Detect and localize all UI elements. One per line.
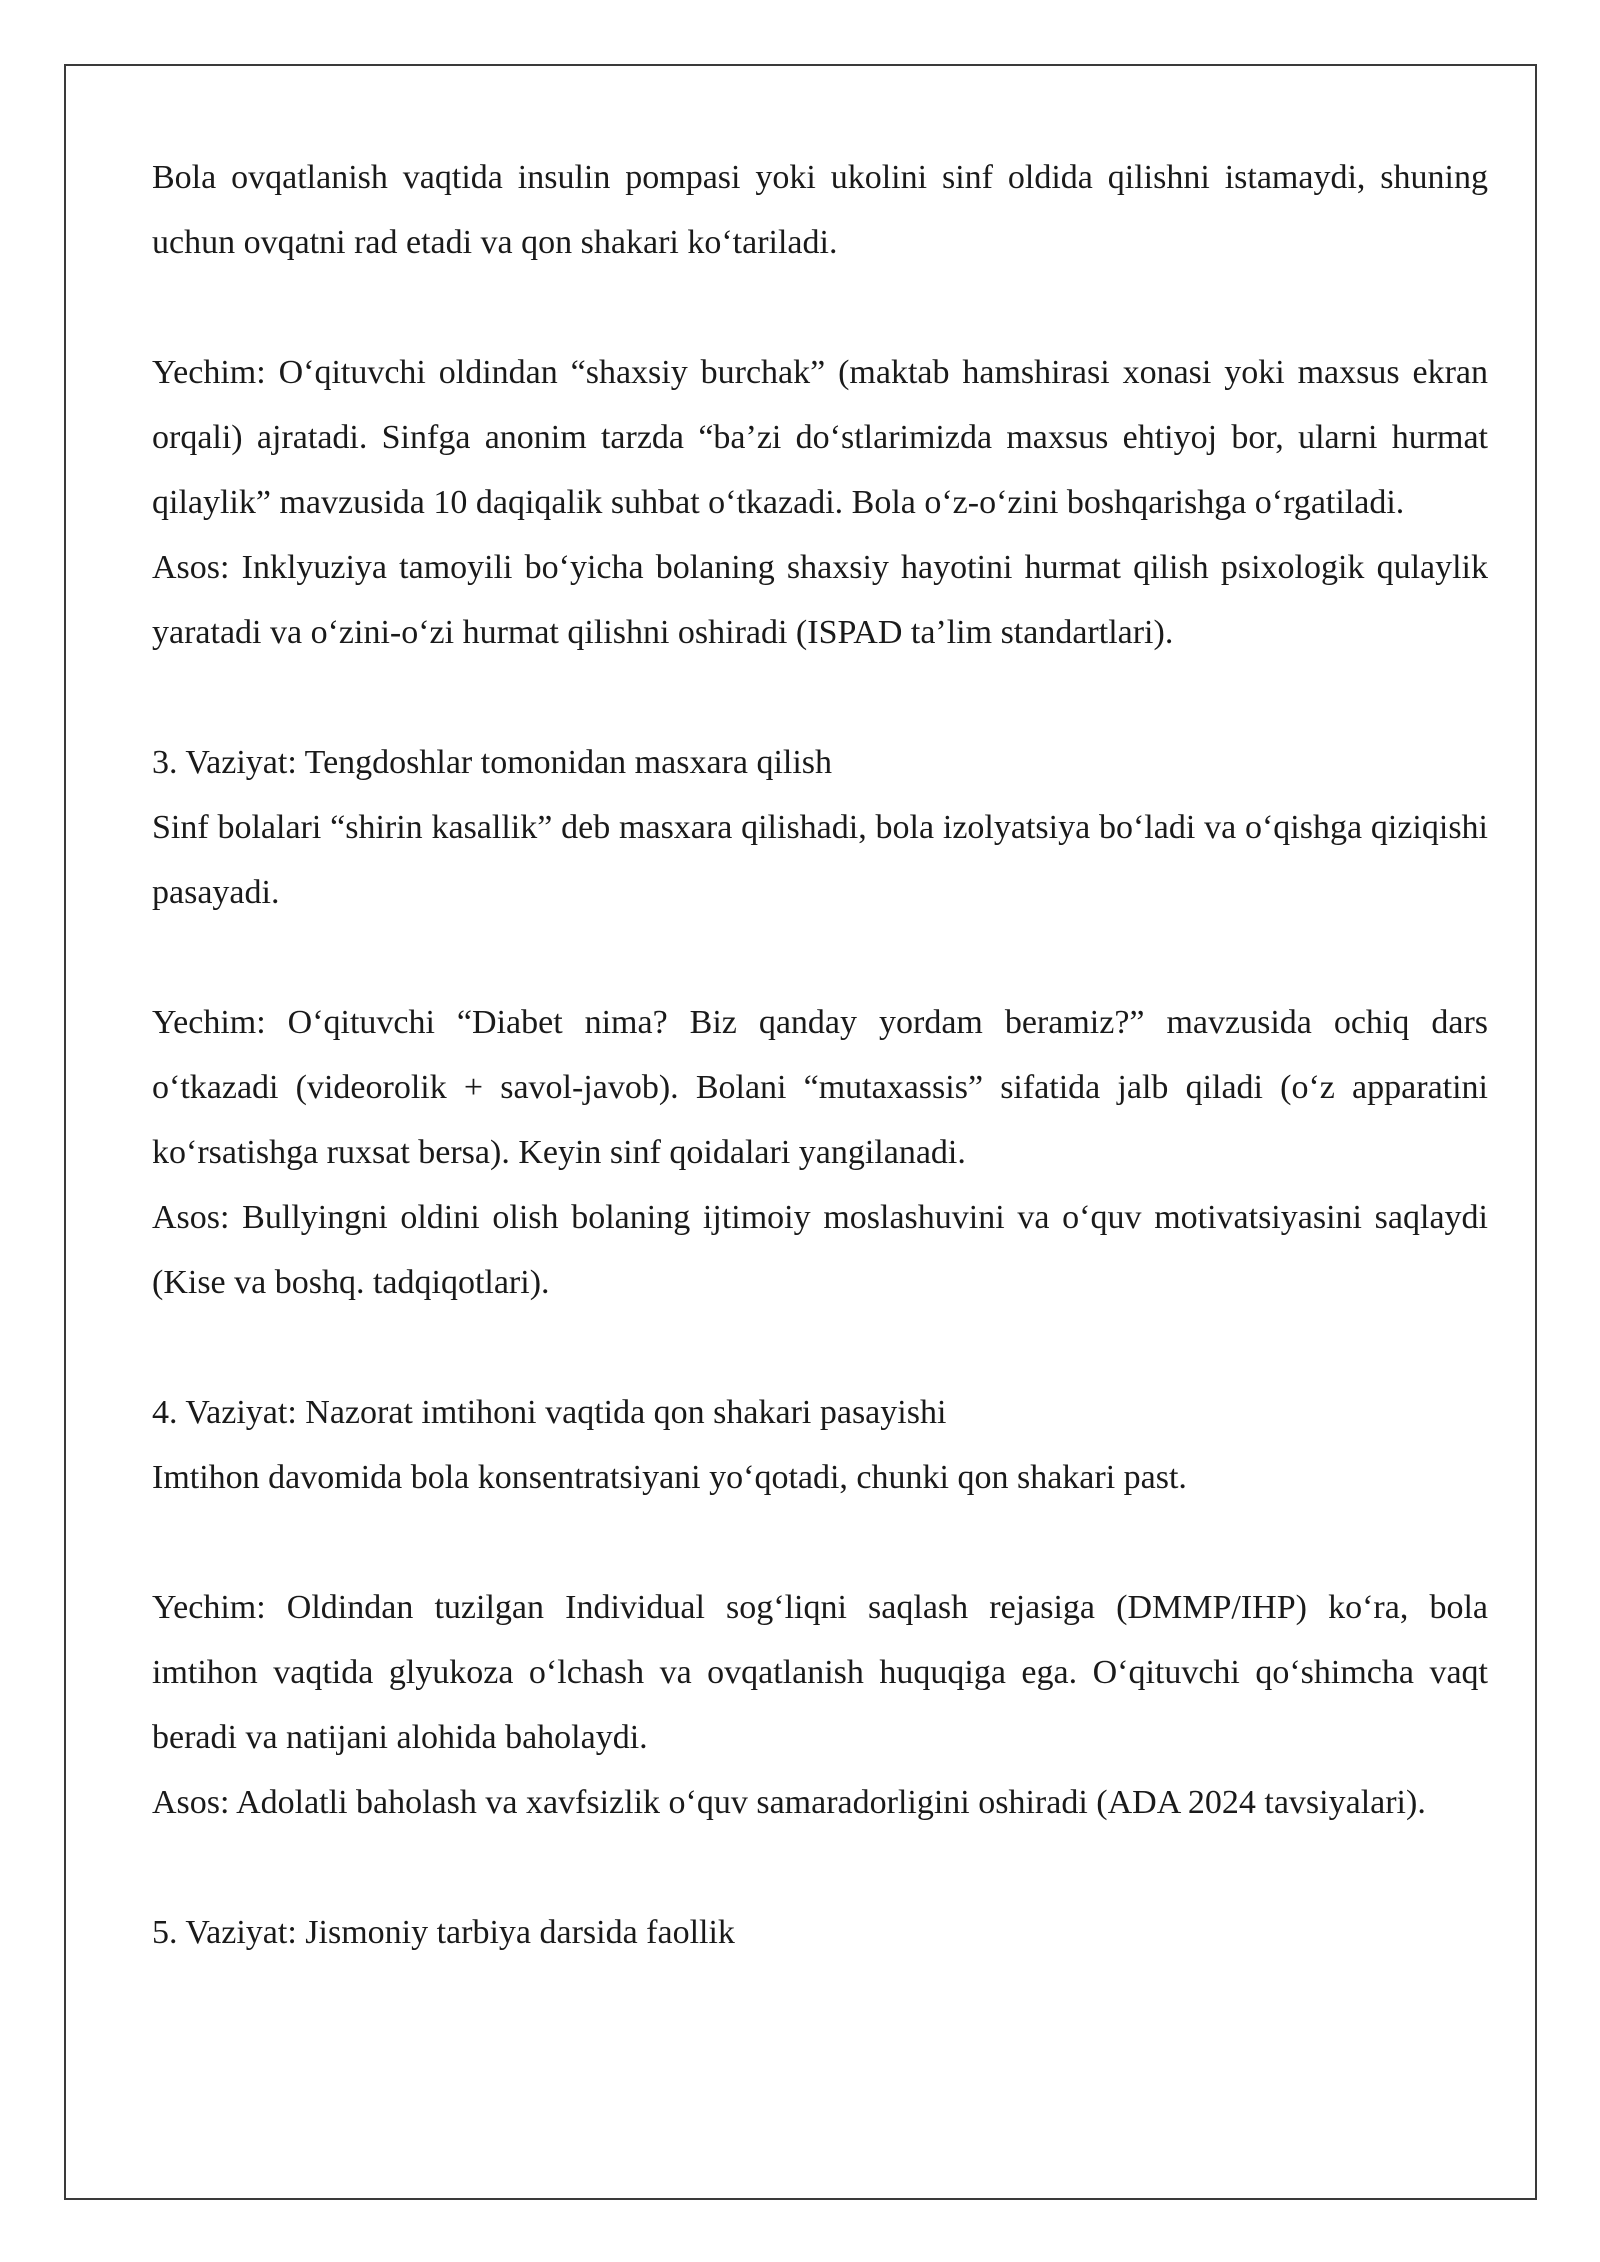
paragraph-basis-fair-assessment: Asos: Adolatli baholash va xavfsizlik o‘quv samaradorligini oshiradi (ADA 2024 tavsiyalari).: [152, 1784, 1426, 1821]
paragraph-basis-bullying: Asos: Bullyingni oldini olish bolaning ijtimoiy moslashuvini va o‘quv motivatsiyasini saqlaydi (Kise va boshq. tadqiqotlari).: [152, 1199, 1488, 1301]
section-heading-5: 5. Vaziyat: Jismoniy tarbiya darsida faollik: [152, 1914, 735, 1951]
paragraph-peer-teasing: Sinf bolalari “shirin kasallik” deb masxara qilishadi, bola izolyatsiya bo‘ladi va o‘qishga qiziqishi pasayadi.: [152, 809, 1488, 911]
section-heading-4: 4. Vaziyat: Nazorat imtihoni vaqtida qon shakari pasayishi: [152, 1394, 947, 1431]
paragraph-insulin-refusal: Bola ovqatlanish vaqtida insulin pompasi yoki ukolini sinf oldida qilishni istamaydi, shuning uchun ovqatni rad etadi va qon shakari ko‘tariladi.: [152, 159, 1488, 261]
paragraph-exam-hypoglycemia: Imtihon davomida bola konsentratsiyani yo‘qotadi, chunki qon shakari past.: [152, 1459, 1187, 1496]
paragraph-solution-health-plan: Yechim: Oldindan tuzilgan Individual sog‘liqni saqlash rejasiga (DMMP/IHP) ko‘ra, bola imtihon vaqtida glyukoza o‘lchash va ovqatlanish huquqiga ega. O‘qituvchi qo‘shimcha vaqt beradi va natijani alohida baholaydi.: [152, 1589, 1488, 1756]
paragraph-solution-open-lesson: Yechim: O‘qituvchi “Diabet nima? Biz qanday yordam beramiz?” mavzusida ochiq dars o‘tkazadi (videorolik + savol-javob). Bolani “mutaxassis” sifatida jalb qiladi (o‘z apparatini ko‘rsatishga ruxsat bersa). Keyin sinf qoidalari yangilanadi.: [152, 1004, 1488, 1171]
document-body: [152, 145, 1488, 1965]
paragraph-solution-private-corner: Yechim: O‘qituvchi oldindan “shaxsiy burchak” (maktab hamshirasi xonasi yoki maxsus ekran orqali) ajratadi. Sinfga anonim tarzda “ba’zi do‘stlarimizda maxsus ehtiyoj bor, ularni hurmat qilaylik” mavzusida 10 daqiqalik suhbat o‘tkazadi. Bola o‘z-o‘zini boshqarishga o‘rgatiladi.: [152, 354, 1488, 521]
paragraph-basis-inclusion: Asos: Inklyuziya tamoyili bo‘yicha bolaning shaxsiy hayotini hurmat qilish psixologik qulaylik yaratadi va o‘zini-o‘zi hurmat qilishni oshiradi (ISPAD ta’lim standartlari).: [152, 549, 1488, 651]
section-heading-3: 3. Vaziyat: Tengdoshlar tomonidan masxara qilish: [152, 744, 833, 781]
